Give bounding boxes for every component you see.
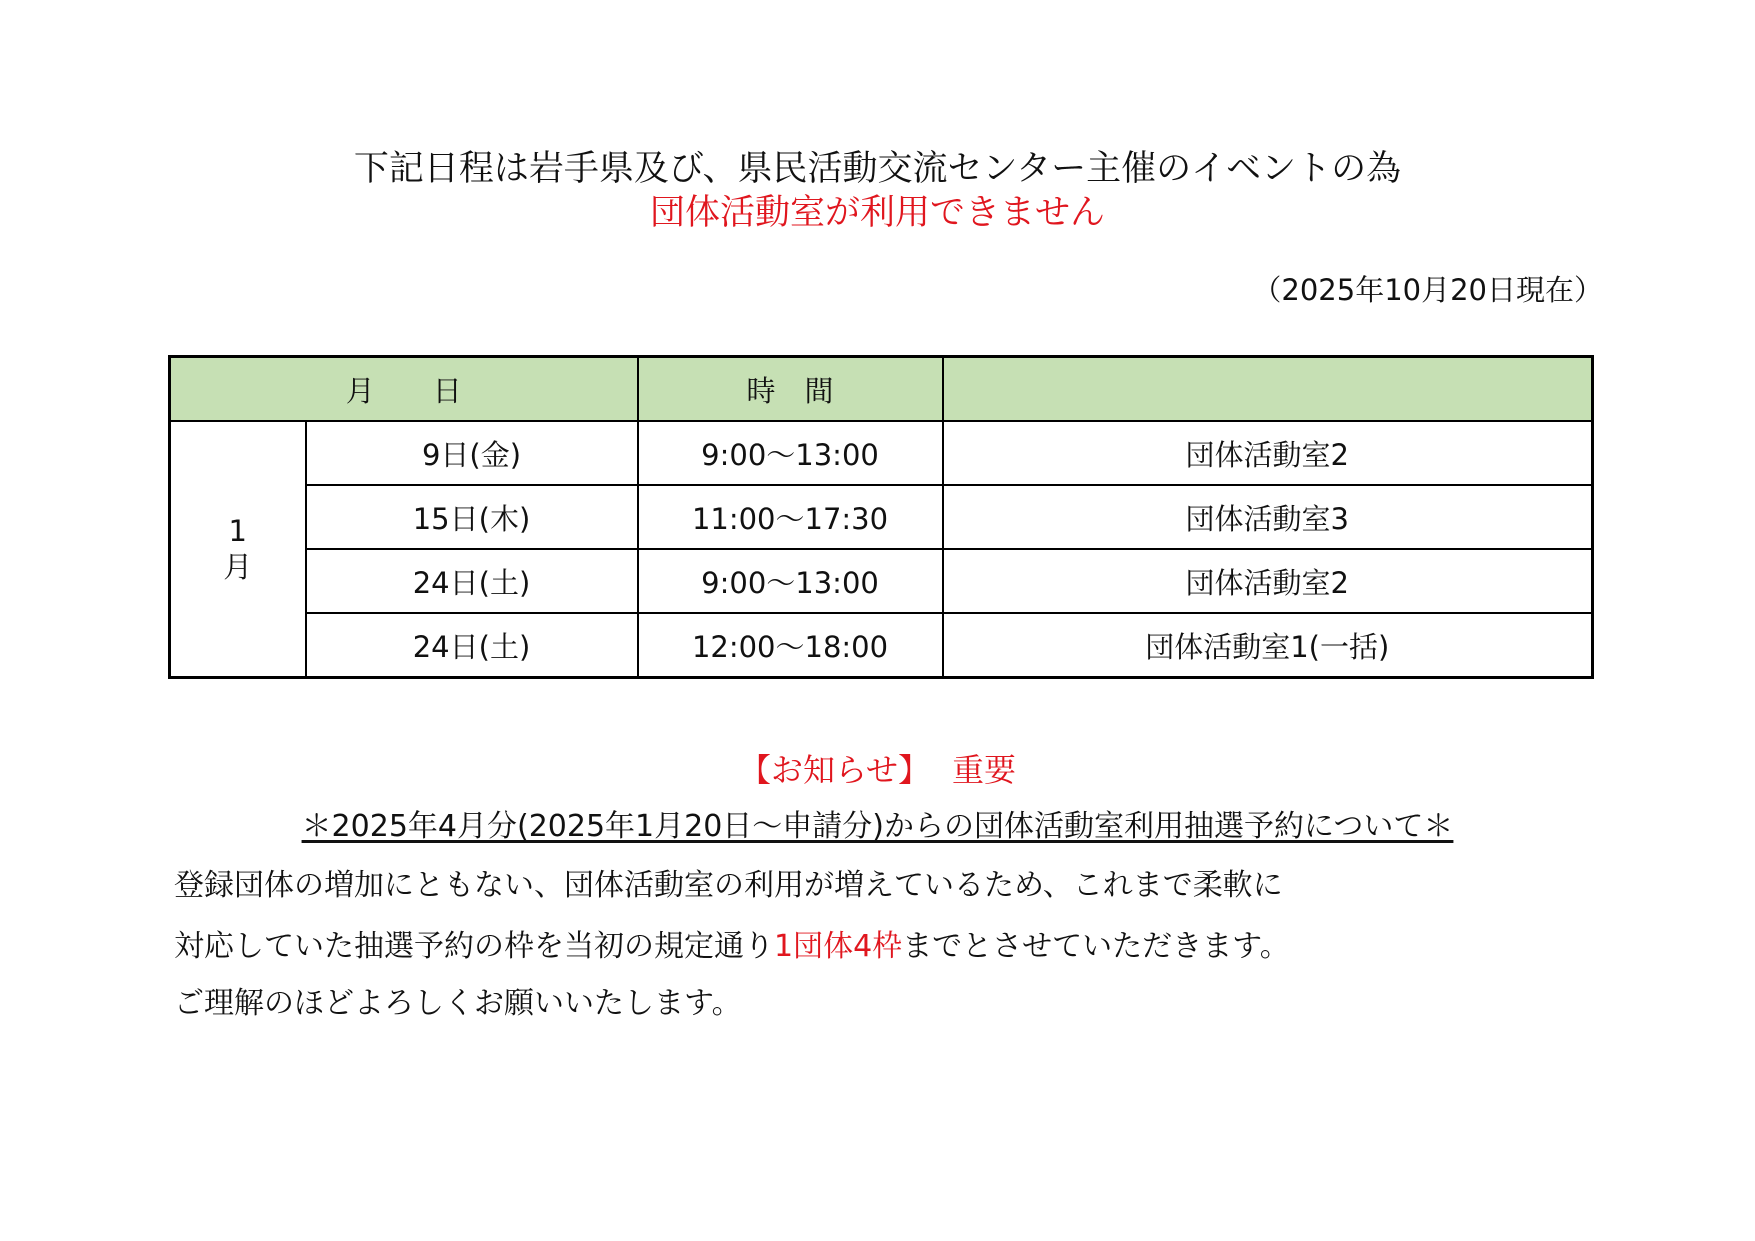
table-row — [170, 549, 1593, 613]
header-time: 時 間 — [638, 357, 943, 422]
table-header-row — [170, 357, 1593, 422]
quota-highlight: 1団体4枠 — [774, 929, 903, 964]
unavailable-notice: 団体活動室が利用できません — [649, 193, 1105, 233]
notice-body-line-1: 登録団体の増加にともない、団体活動室の利用が増えているため、これまで柔軟に — [174, 868, 1283, 903]
schedule-table — [168, 355, 1594, 679]
header-room — [943, 357, 1593, 422]
room-cell: 団体活動室1(一括) — [943, 613, 1593, 678]
importance-label: 重要 — [952, 751, 1017, 789]
month-unit: 月 — [223, 550, 253, 584]
month-number: 1 — [228, 514, 247, 548]
date-cell: 24日(土) — [306, 549, 638, 613]
date-cell: 9日(金) — [306, 421, 638, 485]
notice-subtitle-text: ＊2025年4月分(2025年1月20日～申請分)からの団体活動室利用抽選予約について＊ — [301, 809, 1454, 844]
notice-body-line-2-start: 対応していた抽選予約の枠を当初の規定通り — [174, 929, 774, 964]
notice-heading — [0, 750, 1755, 790]
time-cell: 9:00～13:00 — [638, 549, 943, 613]
month-cell — [170, 421, 306, 678]
room-cell: 団体活動室2 — [943, 549, 1593, 613]
time-cell: 11:00～17:30 — [638, 485, 943, 549]
notice-label: 【お知らせ】 — [738, 751, 931, 789]
header-date: 月 日 — [170, 357, 638, 422]
time-cell: 12:00～18:00 — [638, 613, 943, 678]
notice-body-line-2-end: までとさせていただきます。 — [902, 929, 1290, 964]
room-cell: 団体活動室2 — [943, 421, 1593, 485]
time-cell: 9:00～13:00 — [638, 421, 943, 485]
table-row — [170, 485, 1593, 549]
table-row — [170, 421, 1593, 485]
as-of-date: （2025年10月20日現在） — [1252, 273, 1603, 307]
notice-body-line-2 — [174, 928, 1290, 966]
notice-body-line-3: ご理解のほどよろしくお願いいたします。 — [174, 986, 742, 1021]
date-cell: 15日(木) — [306, 485, 638, 549]
room-cell: 団体活動室3 — [943, 485, 1593, 549]
notice-title: 下記日程は岩手県及び、県民活動交流センター主催のイベントの為 — [353, 149, 1402, 189]
date-cell: 24日(土) — [306, 613, 638, 678]
notice-subtitle — [0, 808, 1755, 846]
table-row — [170, 613, 1593, 678]
